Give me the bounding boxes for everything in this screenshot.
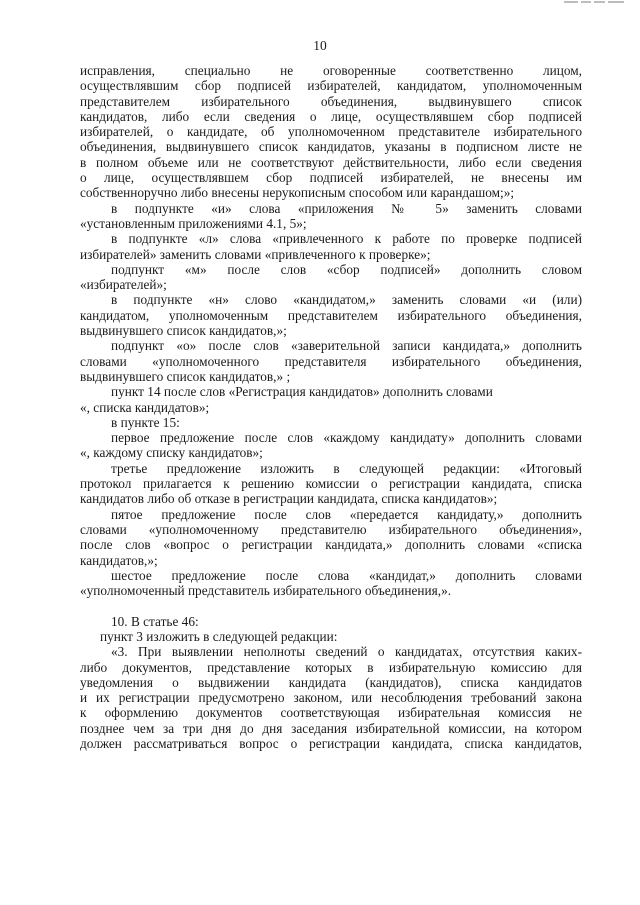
text-line: подпункт «м» после слов «сбор подписей» дополнить словом <box>111 261 582 277</box>
text-line: должен рассматриваться вопрос о регистрации кандидата, списка кандидатов, <box>80 736 582 752</box>
document-body <box>80 63 582 751</box>
text-line: пункт 14 после слов «Регистрация кандидатов» дополнить словами <box>111 384 493 400</box>
text-line: «уполномоченный представитель избирательного объединения,». <box>80 583 452 599</box>
text-line: позднее чем за три дня до дня заседания избирательной комиссии, на котором <box>80 720 582 736</box>
text-line: о лице, осуществлявшем сбор подписей избирателей, не внесены им <box>80 170 582 186</box>
text-line: словами «уполномоченного представителя избирательного объединения, <box>80 353 582 369</box>
text-line: шестое предложение после слова «кандидат,» дополнить словами <box>111 567 582 583</box>
text-line: кандидатов,»; <box>80 552 158 568</box>
text-line: «избирателей»; <box>80 277 167 293</box>
text-line: пункт 3 изложить в следующей редакции: <box>100 628 338 644</box>
text-line: кандидатом, уполномоченным представителем избирательного объединения, <box>80 307 582 323</box>
text-line: избирателей, о кандидате, об уполномоченном представителе избирательного <box>80 124 582 140</box>
text-line: словами «уполномоченному представителю избирательного объединения», <box>80 521 582 537</box>
text-line: и их регистрации предусмотрено законом, или несоблюдения требований закона <box>80 690 582 706</box>
text-line: протокол прилагается к решению комиссии о регистрации кандидата, списка <box>80 476 582 492</box>
text-line: исправления, специально не оговоренные соответственно лицом, <box>80 63 582 78</box>
text-line: выдвинувшего список кандидатов,»; <box>80 323 287 339</box>
text-line: в подпункте «и» слова «приложения № 5» заменить словами <box>111 200 582 216</box>
text-line: объединения, выдвинувшего список кандидатов, указаны в подписном листе не <box>80 139 582 155</box>
text-line: подпункт «о» после слов «заверительной записи кандидата,» дополнить <box>111 338 582 354</box>
text-line: «, списка кандидатов»; <box>80 399 210 415</box>
blank-line <box>80 598 582 613</box>
text-line: кандидатов, либо если сведения о лице, осуществлявшем сбор подписей <box>80 108 582 124</box>
text-line: 10. В статье 46: <box>111 613 199 629</box>
text-line: избирателей» заменить словами «привлеченного к проверке»; <box>80 246 431 262</box>
text-line: первое предложение после слов «каждому кандидату» дополнить словами <box>111 430 582 446</box>
text-line: собственноручно либо внесены нерукописным способом или карандашом;»; <box>80 185 515 201</box>
text-line: после слов «вопрос о регистрации кандидата,» дополнить словами «списка <box>80 537 582 553</box>
text-line: пятое предложение после слов «передается кандидату,» дополнить <box>111 506 582 522</box>
text-line: к оформлению документов соответствующая избирательная комиссия не <box>80 705 582 721</box>
text-line: «3. При выявлении неполноты сведений о кандидатах, отсутствия каких- <box>111 644 582 660</box>
text-line: либо документов, представление которых в избирательную комиссию для <box>80 659 582 675</box>
scan-artifact-mark <box>564 1 624 5</box>
text-line: в полном объеме или не соответствуют действительности, либо если сведения <box>80 154 582 170</box>
text-line: осуществлявшим сбор подписей избирателей, кандидатом, уполномоченным <box>80 78 582 94</box>
text-line: третье предложение изложить в следующей редакции: «Итоговый <box>111 460 582 476</box>
text-line: уведомления о выдвижении кандидата (кандидатов), списка кандидатов <box>80 674 582 690</box>
page-number: 10 <box>313 38 327 53</box>
text-line: в пункте 15: <box>111 414 180 430</box>
text-line: в подпункте «н» слово «кандидатом,» заменить словами «и (или) <box>111 292 582 308</box>
text-line: «установленным приложениями 4.1, 5»; <box>80 215 307 231</box>
text-line: выдвинувшего список кандидатов,» ; <box>80 368 291 384</box>
text-line: кандидатов либо об отказе в регистрации кандидата, списка кандидатов»; <box>80 491 498 507</box>
text-line: представителем избирательного объединения, выдвинувшего список <box>80 93 582 109</box>
text-line: «, каждому списку кандидатов»; <box>80 445 263 461</box>
text-line: в подпункте «л» слова «привлеченного к работе по проверке подписей <box>111 231 582 247</box>
